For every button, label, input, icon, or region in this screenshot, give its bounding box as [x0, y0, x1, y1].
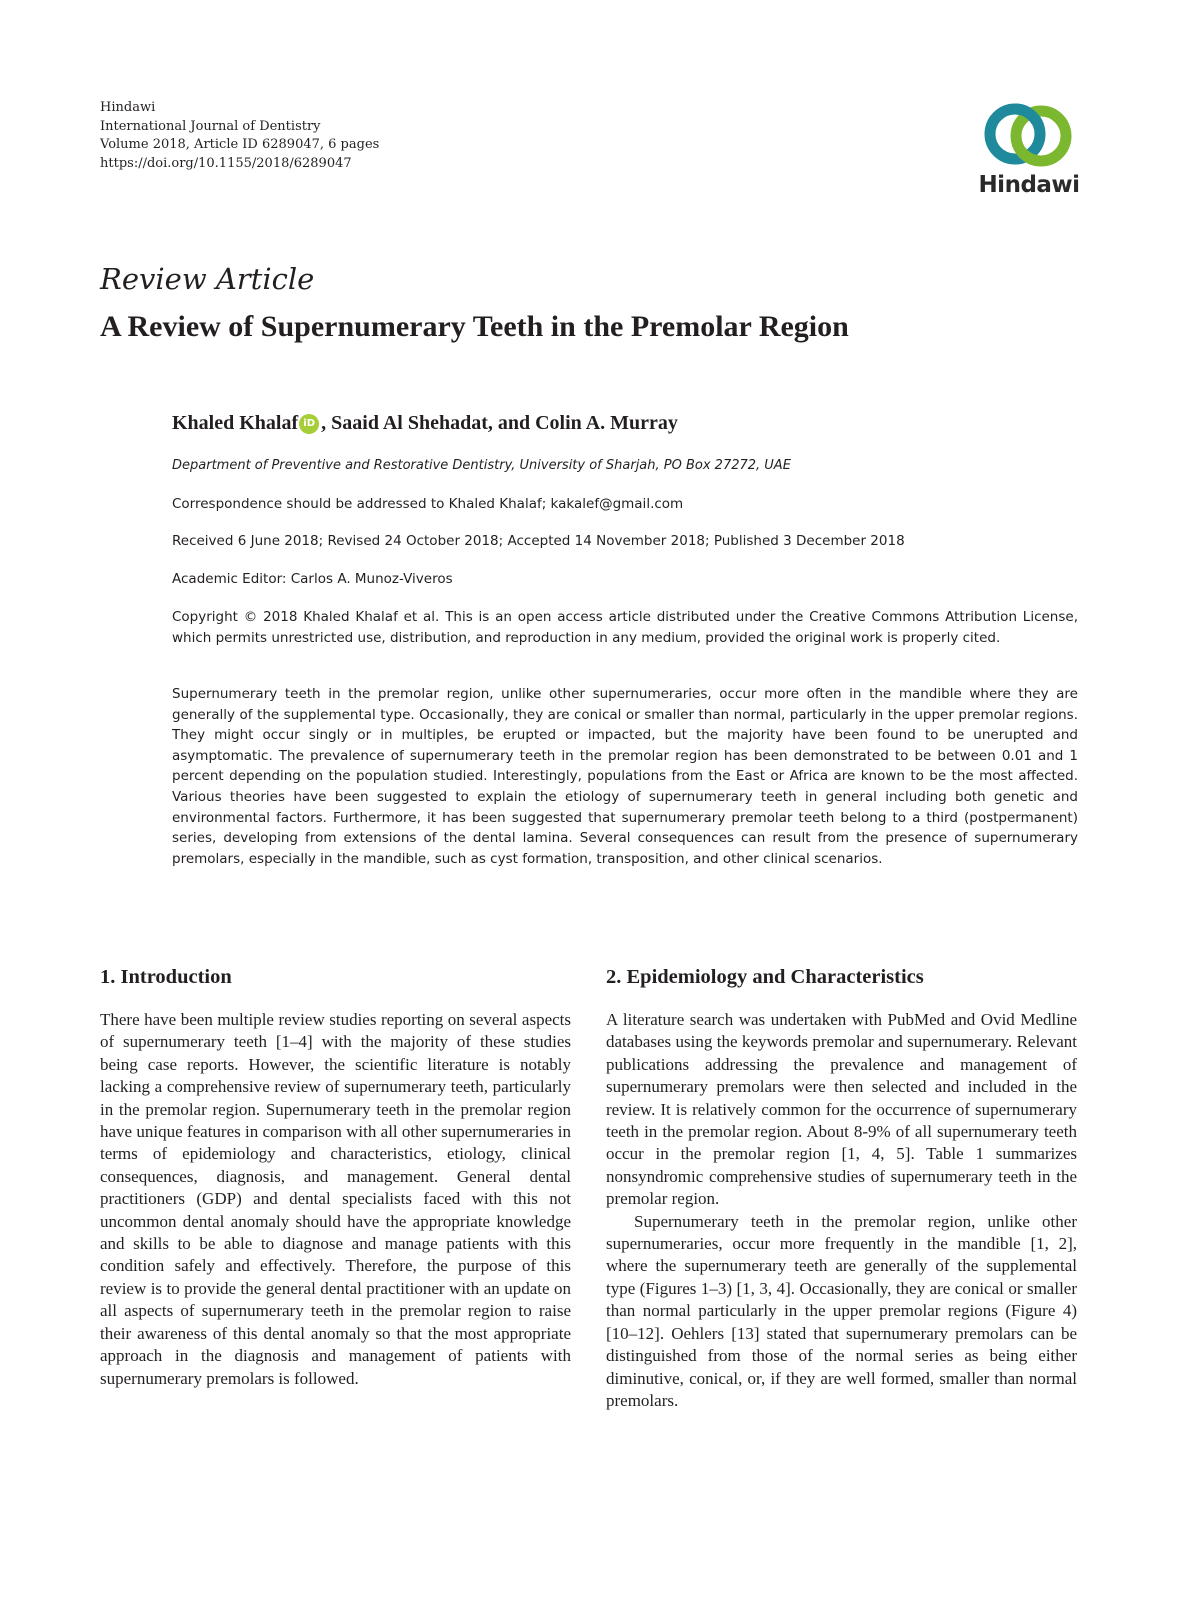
affiliation: Department of Preventive and Restorative Dentistry, University of Sharjah, PO Box 27272, UAE	[172, 458, 791, 473]
hindawi-logo	[976, 100, 1082, 202]
academic-editor: Academic Editor: Carlos A. Munoz-Viveros	[172, 571, 453, 587]
introduction-section	[100, 966, 571, 1390]
publication-dates: Received 6 June 2018; Revised 24 October 2018; Accepted 14 November 2018; Published 3 December 2018	[172, 533, 905, 549]
paragraph: Supernumerary teeth in the premolar region, unlike other supernumeraries, occur more frequently in the mandible [1, 2], where the supernumerary teeth are generally of the supplemental type (Figures 1–3) [1, 3, 4]. Occasionally, they are conical or smaller than normal particularly in the upper premolar regions (Figure 4) [10–12]. Oehlers [13] stated that supernumerary premolars can be distinguished from those of the normal series as being either diminutive, conical, or, if they are well formed, smaller than normal premolars.	[606, 1211, 1077, 1410]
hindawi-rings-icon	[976, 100, 1082, 174]
author-list	[172, 412, 1078, 435]
article-type: Review Article	[100, 262, 315, 296]
volume-info: Volume 2018, Article ID 6289047, 6 pages	[100, 137, 380, 152]
orcid-icon[interactable]: iD	[299, 414, 319, 434]
paragraph: A literature search was undertaken with PubMed and Ovid Medline databases using the keywords premolar and supernumerary. Relevant publications addressing the prevalence and management of supernumerary premolars were then selected and included in the review. It is relatively common for the occurrence of supernumerary teeth in the premolar region. About 8-9% of all supernumerary teeth occur in the premolar region [1, 4, 5]. Table 1 summarizes nonsyndromic comprehensive studies of supernumerary teeth in the premolar region.	[606, 1010, 1077, 1209]
abstract: Supernumerary teeth in the premolar region, unlike other supernumeraries, occur more often in the mandible where they are generally of the supplemental type. Occasionally, they are conical or smaller than normal, particularly in the upper premolar regions. They might occur singly or in multiples, be erupted or impacted, but the majority have been found to be unerupted and asymptomatic. The prevalence of supernumerary teeth in the premolar region has been demonstrated to be between 0.01 and 1 percent depending on the population studied. Interestingly, populations from the East or Africa are known to be the most affected. Various theories have been suggested to explain the etiology of supernumerary teeth in general including both genetic and environmental factors. Furthermore, it has been suggested that supernumerary premolar teeth belong to a third (postpermanent) series, developing from extensions of the dental lamina. Several consequences can result from the presence of supernumerary premolars, especially in the mandible, such as cyst formation, transposition, and other clinical scenarios.	[172, 686, 1078, 867]
logo-wordmark: Hindawi	[978, 172, 1080, 198]
paragraph: There have been multiple review studies reporting on several aspects of supernumerary teeth [1–4] with the majority of these studies being case reports. However, the scientific literature is notably lacking a comprehensive review of supernumerary teeth, particularly in the premolar region. Supernumerary teeth in the premolar region have unique features in comparison with all other supernumeraries in terms of epidemiology and characteristics, etiology, clinical consequences, diagnosis, and management. General dental practitioners (GDP) and dental specialists faced with this not uncommon dental anomaly should have the appropriate knowledge and skills to be able to diagnose and manage patients with this condition safely and effectively. Therefore, the purpose of this review is to provide the general dental practitioner with an update on all aspects of supernumerary teeth in the premolar region to raise their awareness of this dental anomaly so that the most appropriate approach in the diagnosis and management of patients with supernumerary premolars is followed.	[100, 1010, 571, 1388]
publisher-name: Hindawi	[100, 100, 156, 115]
epidemiology-section	[606, 966, 1077, 1412]
copyright-notice: Copyright © 2018 Khaled Khalaf et al. This is an open access article distributed under the Creative Commons Attribution License, which permits unrestricted use, distribution, and reproduction in any medium, provided the original work is properly cited.	[172, 609, 1078, 646]
correspondence: Correspondence should be addressed to Khaled Khalaf; kakalef@gmail.com	[172, 496, 684, 512]
section-heading: 1. Introduction	[100, 966, 232, 988]
first-author[interactable]: Khaled Khalaf	[172, 412, 299, 434]
section-heading: 2. Epidemiology and Characteristics	[606, 966, 924, 988]
journal-header	[100, 99, 379, 173]
article-title: A Review of Supernumerary Teeth in the Premolar Region	[100, 310, 849, 343]
other-authors: , Saaid Al Shehadat, and Colin A. Murray	[321, 412, 678, 434]
journal-name: International Journal of Dentistry	[100, 118, 321, 134]
doi-link[interactable]: https://doi.org/10.1155/2018/6289047	[100, 155, 352, 171]
